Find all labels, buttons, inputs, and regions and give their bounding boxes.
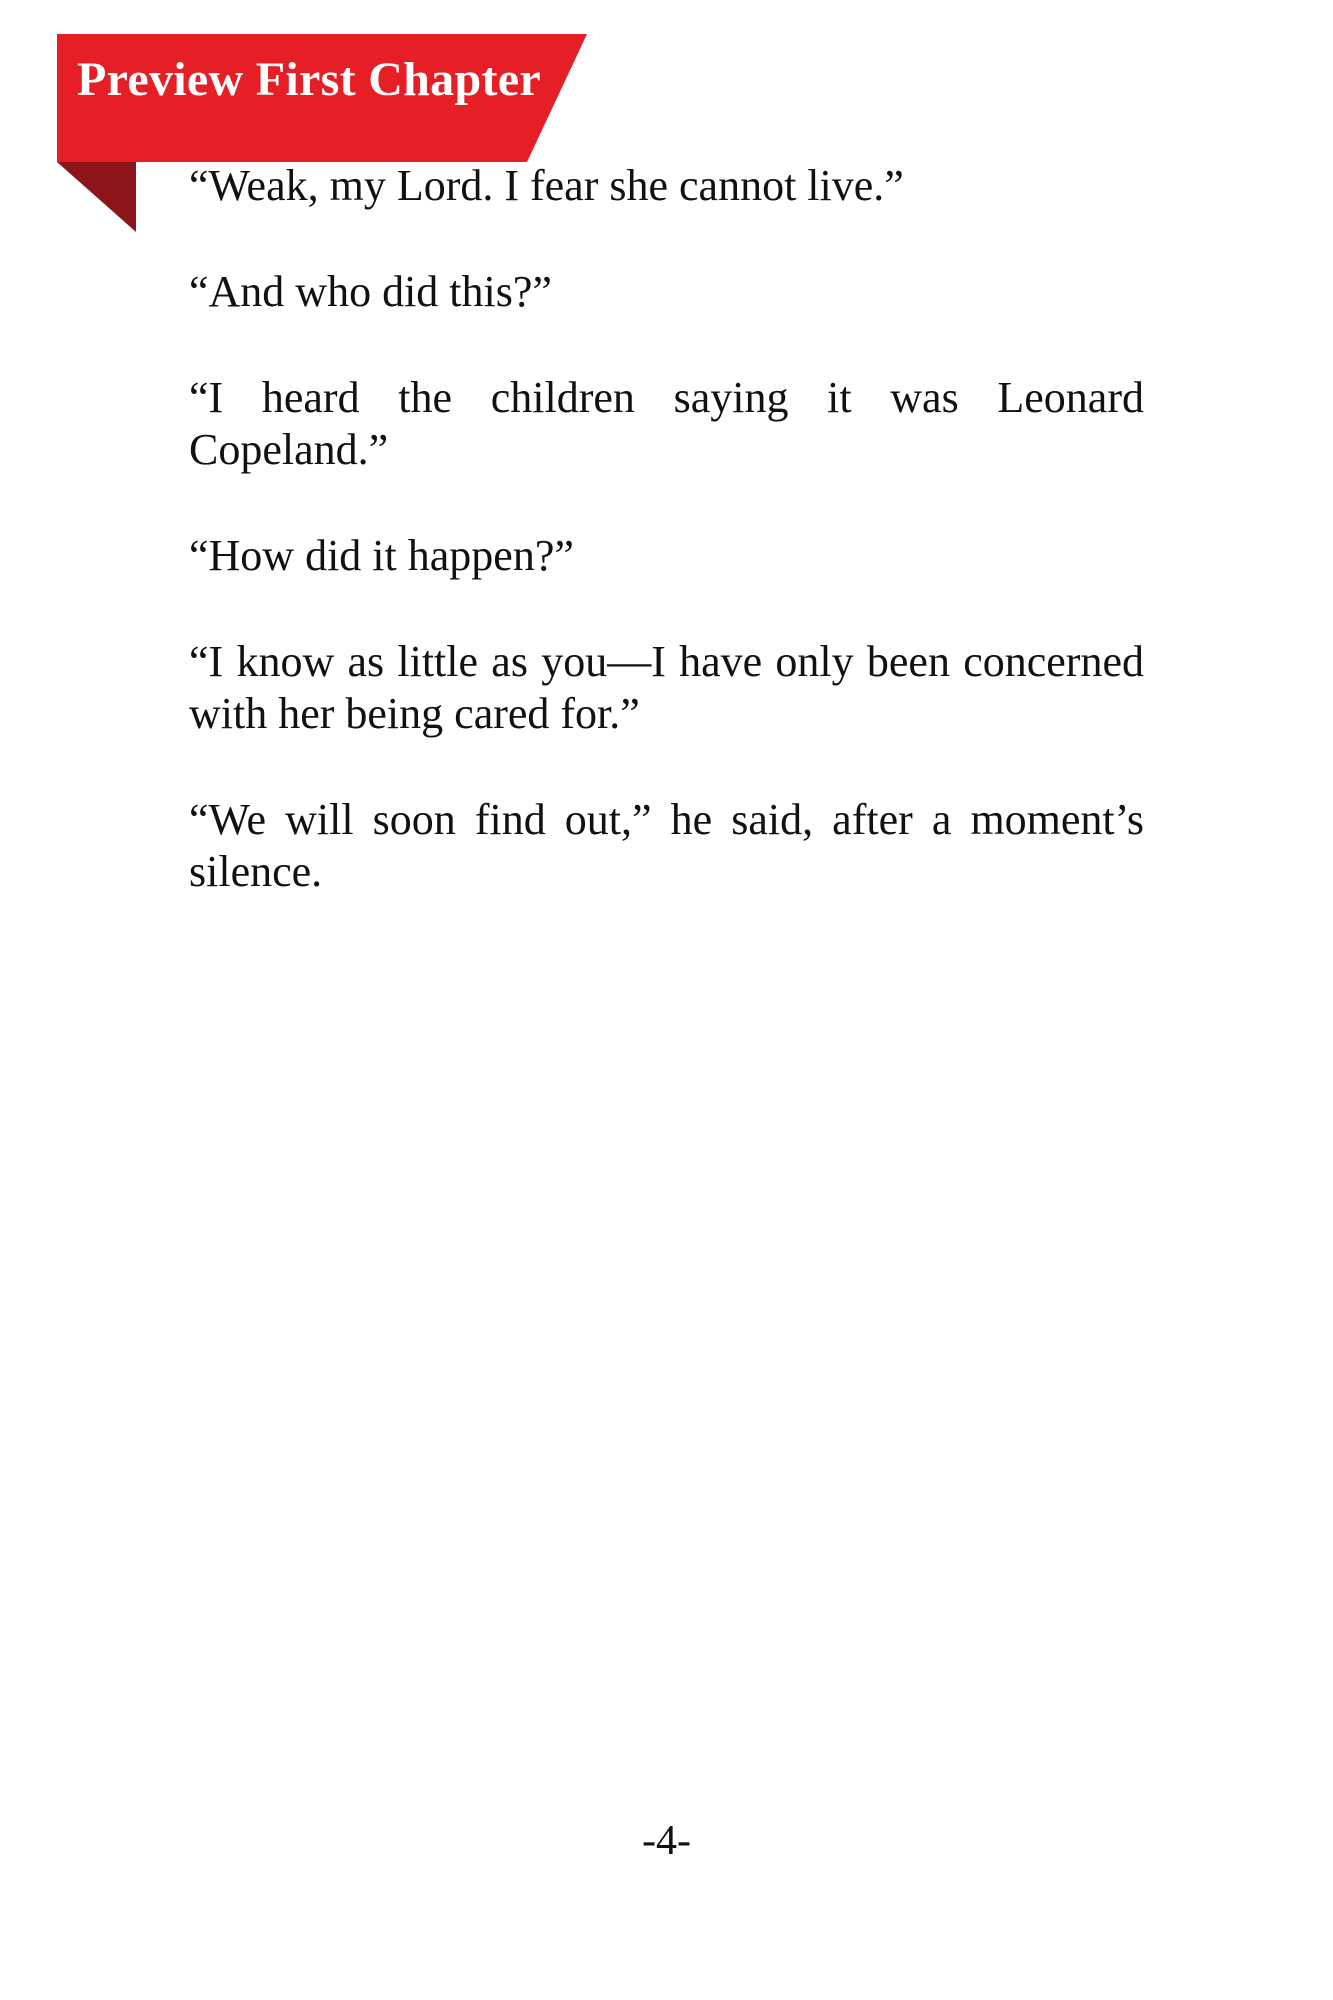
banner-label: Preview First Chapter xyxy=(77,53,541,106)
paragraph: “How did it happen?” xyxy=(189,531,574,580)
page-number: -4- xyxy=(642,1818,691,1864)
banner-fold xyxy=(57,162,136,232)
paragraph: “We will soon find out,” he said, after a moment’s silence. xyxy=(189,795,1144,896)
paragraph: “I know as little as you—I have only been concerned with her being cared for.” xyxy=(189,637,1144,738)
paragraph: “And who did this?” xyxy=(189,267,552,316)
paragraph: “Weak, my Lord. I fear she cannot live.” xyxy=(189,161,904,210)
paragraph: “I heard the children saying it was Leonard Copeland.” xyxy=(189,373,1144,474)
chapter-text xyxy=(189,160,1144,952)
